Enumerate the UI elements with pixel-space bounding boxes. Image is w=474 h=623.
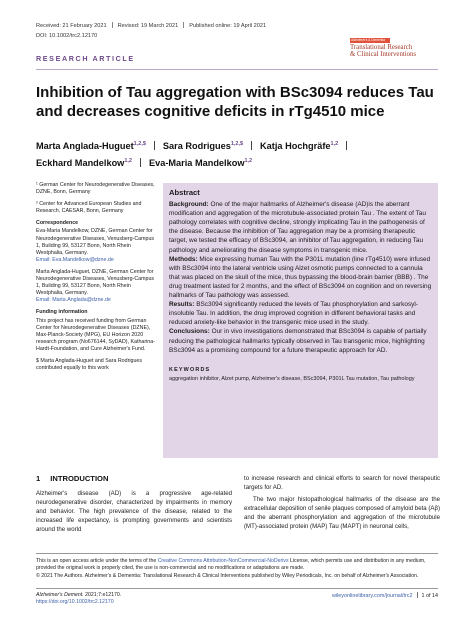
journal-name-line2: & Clinical Interventions [350, 51, 417, 59]
license-divider [36, 553, 438, 554]
correspondence-entry [36, 269, 156, 304]
journal-name-line1: Translational Research [350, 44, 413, 51]
author-name[interactable]: Eva-Maria Mandelkow [148, 158, 245, 169]
abstract-conclusions: Conclusions: Our in vivo investigations demonstrated that BSc3094 is capable of partially reducing the pathological hallmarks typically observed in Tau transgenic mice, highlighting BSc3094 as a promising compound for a future therapeutic approach for AD. [169, 328, 427, 354]
abstract-results: Results: BSc3094 significantly reduced the levels of Tau phosphorylation and sarkosyl-insoluble Tau. In addition, the drug improved cognition in different behavioral tasks and reduced anxiety-like behavior in the transgenic mice used in the study. [169, 301, 418, 327]
section-number: 1 [36, 474, 41, 483]
intro-text-left: Alzheimer's disease (AD) is a progressive age-related neurodegenerative disorder, characterized by impairments in memory and behavior. The high prevalence of the disease, related to the increased life expectancy, is prompting governments and scientists around the world [36, 490, 232, 533]
received-date: Received: 21 February 2021 [36, 23, 107, 29]
footer-citation: Alzheimer's Dement. 2021;7:e12170. https://doi.org/10.1002/trc2.12170 [36, 592, 122, 606]
footer-doi-link[interactable]: https://doi.org/10.1002/trc2.12170 [36, 599, 114, 606]
intro-paragraph: The two major histopathological hallmarks of the disease are the extracellular deposition of senile plaques composed of amyloid beta (Aβ) and the aberrant phosphorylation and aggregation of the microtubule (MT)-associated protein (MAP) Tau (MAPT) in neuronal cells, [244, 496, 440, 530]
abstract-label: Conclusions: [169, 328, 210, 336]
correspondence-email[interactable]: Email: Eva.Mandelkow@dzne.de [36, 256, 114, 263]
correspondence-heading: Correspondence [36, 220, 79, 227]
journal-logo [350, 38, 438, 59]
abstract-box [163, 183, 438, 458]
footer-separator [417, 592, 418, 598]
journal-site-link[interactable]: wileyonlinelibrary.com/journal/trc2 [332, 593, 413, 599]
correspondence-email[interactable]: Email: Marta.Anglada@dzne.de [36, 297, 111, 304]
author-affiliation-marker: 1,2,$ [230, 141, 244, 147]
footer-site [332, 592, 438, 599]
correspondence-entry [36, 228, 156, 263]
intro-paragraph: to increase research and clinical efforts to search for novel therapeutic targets for AD. [244, 475, 440, 491]
correspondence-address: Marta Anglada-Huguet, DZNE, German Center for Neurodegenerative Diseases, Venusberg-Campus 1, Building 99, 53127 Bonn, North Rhein Westphalia, Germany. [36, 268, 155, 297]
funding-heading: Funding information [36, 309, 88, 316]
publication-dates [36, 22, 266, 29]
license-notice: This is an open access article under the terms of the Creative Commons Attribution-NonCommercial-NoDerivs License, which permits use and distribution in any medium, provided the original work is properly cited, the use is non-commercial and no modifications or adaptations are made. © 2021 The Authors. Alzheimer's & Dementia: Translational Research & Clinical Interventions published by Wiley Periodicals, Inc. on behalf of Alzheimer's Association. [36, 558, 426, 579]
published-date: Published online: 19 April 2021 [189, 23, 267, 29]
license-link[interactable]: Creative Commons Attribution-NonCommercial-NoDerivs [157, 558, 289, 564]
article-type-label: RESEARCH ARTICLE [36, 54, 135, 63]
author-divider [251, 141, 252, 150]
author-name[interactable]: Sara Rodrigues [162, 141, 231, 152]
abstract-label: Background: [169, 201, 209, 209]
author-divider [346, 141, 347, 150]
affiliation: ¹ German Center for Neurodegenerative Diseases, DZNE, Bonn, Germany [36, 182, 155, 196]
copyright-line: © 2021 The Authors. Alzheimer's & Dementia: Translational Research & Clinical Interventions published by Wiley Periodicals, Inc. on behalf of Alzheimer's Association. [36, 572, 419, 579]
author-affiliation-marker: 1,2 [330, 141, 339, 147]
affiliation: ² Center for Advanced European Studies and Research, CAESAR, Bonn, Germany [36, 201, 142, 215]
author-affiliation-marker: 1,2,$ [133, 141, 146, 147]
page-number: 1 of 14 [421, 593, 438, 599]
section-title: INTRODUCTION [50, 474, 109, 483]
abstract-methods: Methods: Mice expressing human Tau with the P301L mutation (line rTg4510) were infused with BSc3094 into the lateral ventricle using Alzet osmotic pumps connected to a cannula that was placed on the skull of the mice, thus bypassing the blood-brain barrier (BBB) . The drug treatment lasted for 2 months, and the effect of BSc3094 on cognition and on reversing hallmarks of Tau pathology was assessed. [169, 255, 432, 300]
abstract-label: Results: [169, 301, 195, 309]
date-divider [183, 22, 184, 28]
author-divider [140, 158, 141, 167]
article-title: Inhibition of Tau aggregation with BSc3094 reduces Tau and decreases cognitive deficits in rTg4510 mice [36, 84, 434, 120]
keywords-heading: KEYWORDS [169, 366, 211, 373]
author-name[interactable]: Katja Hochgräfe [260, 141, 331, 152]
footer-divider [36, 588, 438, 589]
keywords-list: aggregation inhibitor, Alzet pump, Alzheimer's disease, BSc3094, P301L Tau mutation, Tau pathology [169, 375, 415, 382]
correspondence-address: Eva-Maria Mandelkow, DZNE, German Center for Neurodegenerative Diseases, Venusberg-Campus 1, Building 99, 53127 Bonn, North Rhein Westphalia, Germany. [36, 228, 155, 256]
header-divider [36, 69, 438, 70]
footer-journal: Alzheimer's Dement. [36, 592, 84, 598]
section-heading [36, 474, 108, 483]
revised-date: Revised: 19 March 2021 [117, 23, 179, 29]
abstract-heading: Abstract [169, 188, 200, 197]
author-affiliation-marker: 1,2 [244, 158, 253, 165]
date-divider [112, 22, 113, 28]
author-list [36, 137, 436, 171]
author-name[interactable]: Eckhard Mandelkow [36, 158, 125, 169]
article-info-column [36, 182, 156, 377]
journal-badge: Alzheimer's & Dementia [350, 38, 390, 43]
intro-text-right [244, 474, 440, 531]
author-name[interactable]: Marta Anglada-Huguet [36, 141, 134, 152]
author-divider [154, 141, 155, 150]
author-affiliation-marker: 1,2 [124, 158, 132, 165]
doi-line[interactable]: DOI: 10.1002/trc2.12170 [36, 33, 98, 39]
abstract-label: Methods: [169, 255, 198, 263]
funding-text: This project has received funding from German Center for Neurodegenerative Diseases (DZNE), Max-Planck-Society (MPG), EU Horizon 2020 research program (No676144, SyDAD), Katharina-Hardt-Foundation, and Cure Alzheimer's Fund. [36, 317, 155, 352]
abstract-background: Background: One of the major hallmarks of Alzheimer's disease (AD)is the aberrant modification and aggregation of the microtubule-associated protein Tau . The extent of Tau pathology correlates with cognitive decline, strongly implicating Tau in the pathogenesis of the disease. Because the inhibition of Tau aggregation may be a promising therapeutic target, we tested the efficacy of BSc3094, an inhibitor of Tau aggregation, in reducing Tau pathology and ameliorating the disease symptoms in transgenic mice. [169, 201, 426, 254]
equal-contribution-note: $ Marta Anglada-Huguet and Sara Rodrigues contributed equally to this work [36, 357, 143, 372]
